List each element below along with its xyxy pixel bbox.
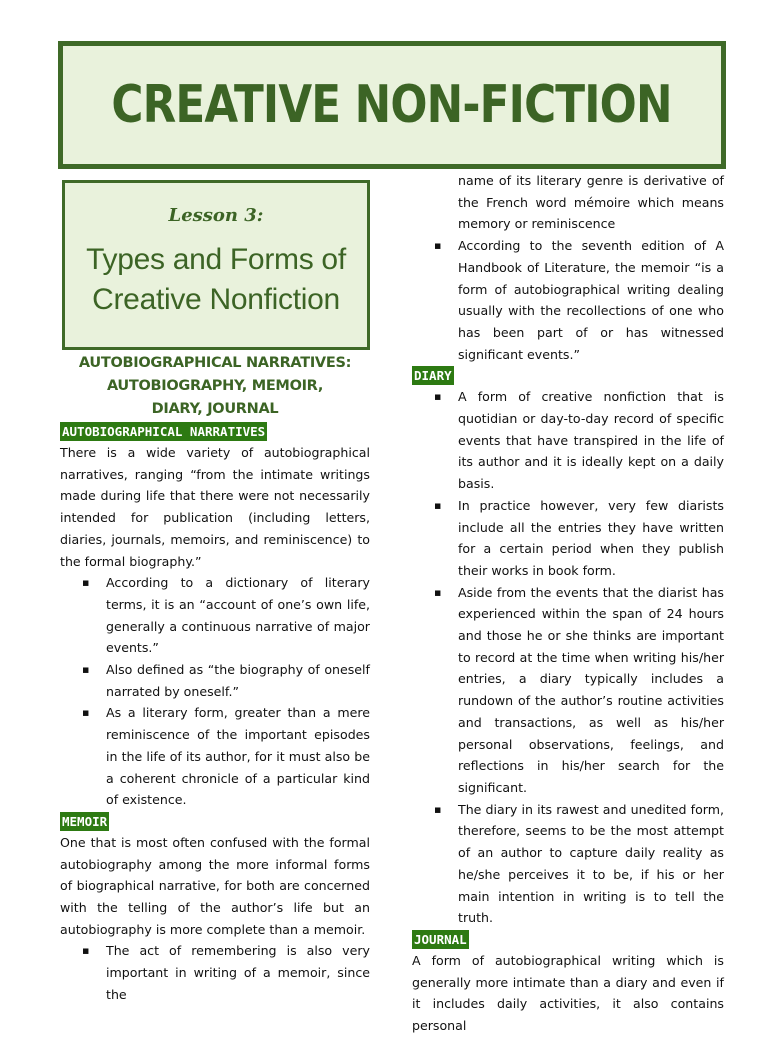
diary-bullet-list bbox=[412, 386, 724, 929]
memoir-paragraph: One that is most often confused with the formal autobiography among the more informal forms of biographical narrative, for both are concerned with the telling of the author’s life but an autobiography is more complete than a memoir. bbox=[60, 834, 370, 937]
memoir-bullet-list bbox=[60, 940, 370, 1005]
autobio-bullet-list bbox=[60, 572, 370, 811]
lesson-box bbox=[62, 180, 370, 350]
list-item: ▪ The diary in its rawest and unedited form, therefore, seems to be the most attempt of an author to capture daily reality as he/she perceives it to be, if his or her main intention in writing is to tell the truth. bbox=[412, 799, 724, 929]
list-item: ▪ According to the seventh edition of A Handbook of Literature, the memoir “is a form of autobiographical writing dealing usually with the recollections of one who has been part of or has witnessed significant events.” bbox=[412, 235, 724, 365]
journal-label: JOURNAL bbox=[414, 931, 467, 947]
autobiographical-narratives-label: AUTOBIOGRAPHICAL NARRATIVES bbox=[62, 424, 266, 439]
autobio-paragraph: There is a wide variety of autobiographical narratives, ranging “from the intimate writings made during life that there were not necessarily intended for publication (including letters, diaries, journals, memoirs, and reminiscence) to the formal biography.” bbox=[60, 445, 370, 569]
section-heading-line-1: AUTOBIOGRAPHICAL NARRATIVES: bbox=[78, 355, 352, 371]
title-banner bbox=[58, 41, 726, 169]
lesson-number: Lesson 3: bbox=[168, 205, 264, 226]
journal-paragraph: A form of autobiographical writing which is generally more intimate than a diary and even if it includes daily activities, it also contains personal bbox=[412, 952, 724, 1034]
list-item: ▪ Also defined as “the biography of oneself narrated by oneself.” bbox=[60, 659, 370, 702]
memoir-bullet-continued: name of its literary genre is derivative of the French word mémoire which means memory or reminiscence bbox=[458, 173, 724, 232]
left-column bbox=[60, 352, 370, 1006]
diary-label: DIARY bbox=[414, 368, 452, 384]
section-heading-line-3: DIARY, JOURNAL bbox=[151, 401, 279, 417]
list-item: ▪ According to a dictionary of literary terms, it is an “account of one’s own life, generally a continuous narrative of major events.” bbox=[60, 572, 370, 659]
list-item: ▪ A form of creative nonfiction that is quotidian or day-to-day record of specific events that have transpired in the life of its author and it is ideally kept on a daily basis. bbox=[412, 386, 724, 495]
lesson-title-line-1: Types and Forms of bbox=[86, 243, 346, 276]
list-item: ▪ Aside from the events that the diarist has experienced within the span of 24 hours and those he or she thinks are important to record at the time when writing his/her entries, a diary typically includes a rundown of the author’s routine activities and transactions, as well as his/her personal observations, feelings, and reflections in his/her search for the significant. bbox=[412, 582, 724, 799]
list-item: ▪ The act of remembering is also very important in writing of a memoir, since the bbox=[60, 940, 370, 1005]
page-title: CREATIVE NON-FICTION bbox=[111, 75, 673, 135]
memoir-bullet-list-2 bbox=[412, 235, 724, 365]
lesson-title bbox=[65, 240, 367, 320]
right-column bbox=[412, 170, 724, 1037]
memoir-label: MEMOIR bbox=[62, 813, 108, 829]
list-item: ▪ As a literary form, greater than a mere reminiscence of the important episodes in the life of its author, for it must also be a coherent chronicle of a particular kind of existence. bbox=[60, 702, 370, 811]
section-heading bbox=[60, 352, 370, 421]
lesson-title-line-2: Creative Nonfiction bbox=[92, 283, 340, 316]
section-heading-line-2: AUTOBIOGRAPHY, MEMOIR, bbox=[106, 378, 324, 394]
list-item: ▪ In practice however, very few diarists include all the entries they have written for a certain period when they publish their works in book form. bbox=[412, 495, 724, 582]
